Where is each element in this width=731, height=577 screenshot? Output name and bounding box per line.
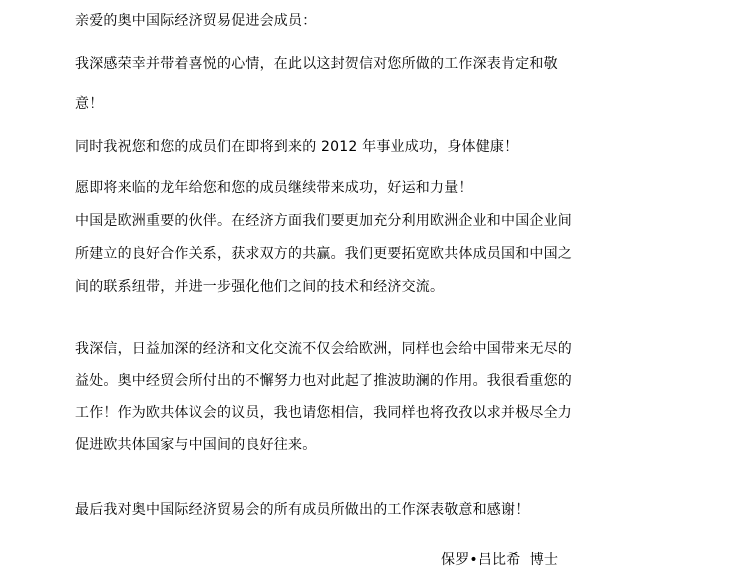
paragraph-5-line-2: 益处。奥中经贸会所付出的不懈努力也对此起了推波助澜的作用。我很看重您的 bbox=[75, 373, 572, 389]
paragraph-4-line-2: 所建立的良好合作关系，获求双方的共赢。我们更要拓宽欧共体成员国和中国之 bbox=[75, 246, 572, 262]
paragraph-3: 愿即将来临的龙年给您和您的成员继续带来成功，好运和力量！ bbox=[75, 180, 473, 196]
paragraph-1-line-2: 意！ bbox=[75, 96, 104, 112]
salutation: 亲爱的奥中国际经济贸易促进会成员： bbox=[75, 13, 317, 29]
signature: 保罗•吕比希 博士 bbox=[441, 552, 559, 568]
paragraph-5-line-1: 我深信，日益加深的经济和文化交流不仅会给欧洲，同样也会给中国带来无尽的 bbox=[75, 341, 572, 357]
paragraph-4-line-1: 中国是欧洲重要的伙伴。在经济方面我们要更加充分利用欧洲企业和中国企业间 bbox=[75, 213, 572, 229]
paragraph-6: 最后我对奥中国际经济贸易会的所有成员所做出的工作深表敬意和感谢！ bbox=[75, 502, 530, 518]
paragraph-4-line-3: 间的联系纽带，并进一步强化他们之间的技术和经济交流。 bbox=[75, 279, 445, 295]
paragraph-1-line-1: 我深感荣幸并带着喜悦的心情，在此以这封贺信对您所做的工作深表肯定和敬 bbox=[75, 56, 558, 72]
paragraph-5-line-4: 促进欧共体国家与中国间的良好往来。 bbox=[75, 437, 317, 453]
paragraph-2: 同时我祝您和您的成员们在即将到来的 2012 年事业成功，身体健康！ bbox=[75, 139, 519, 155]
paragraph-5-line-3: 工作！作为欧共体议会的议员，我也请您相信，我同样也将孜孜以求并极尽全力 bbox=[75, 405, 572, 421]
